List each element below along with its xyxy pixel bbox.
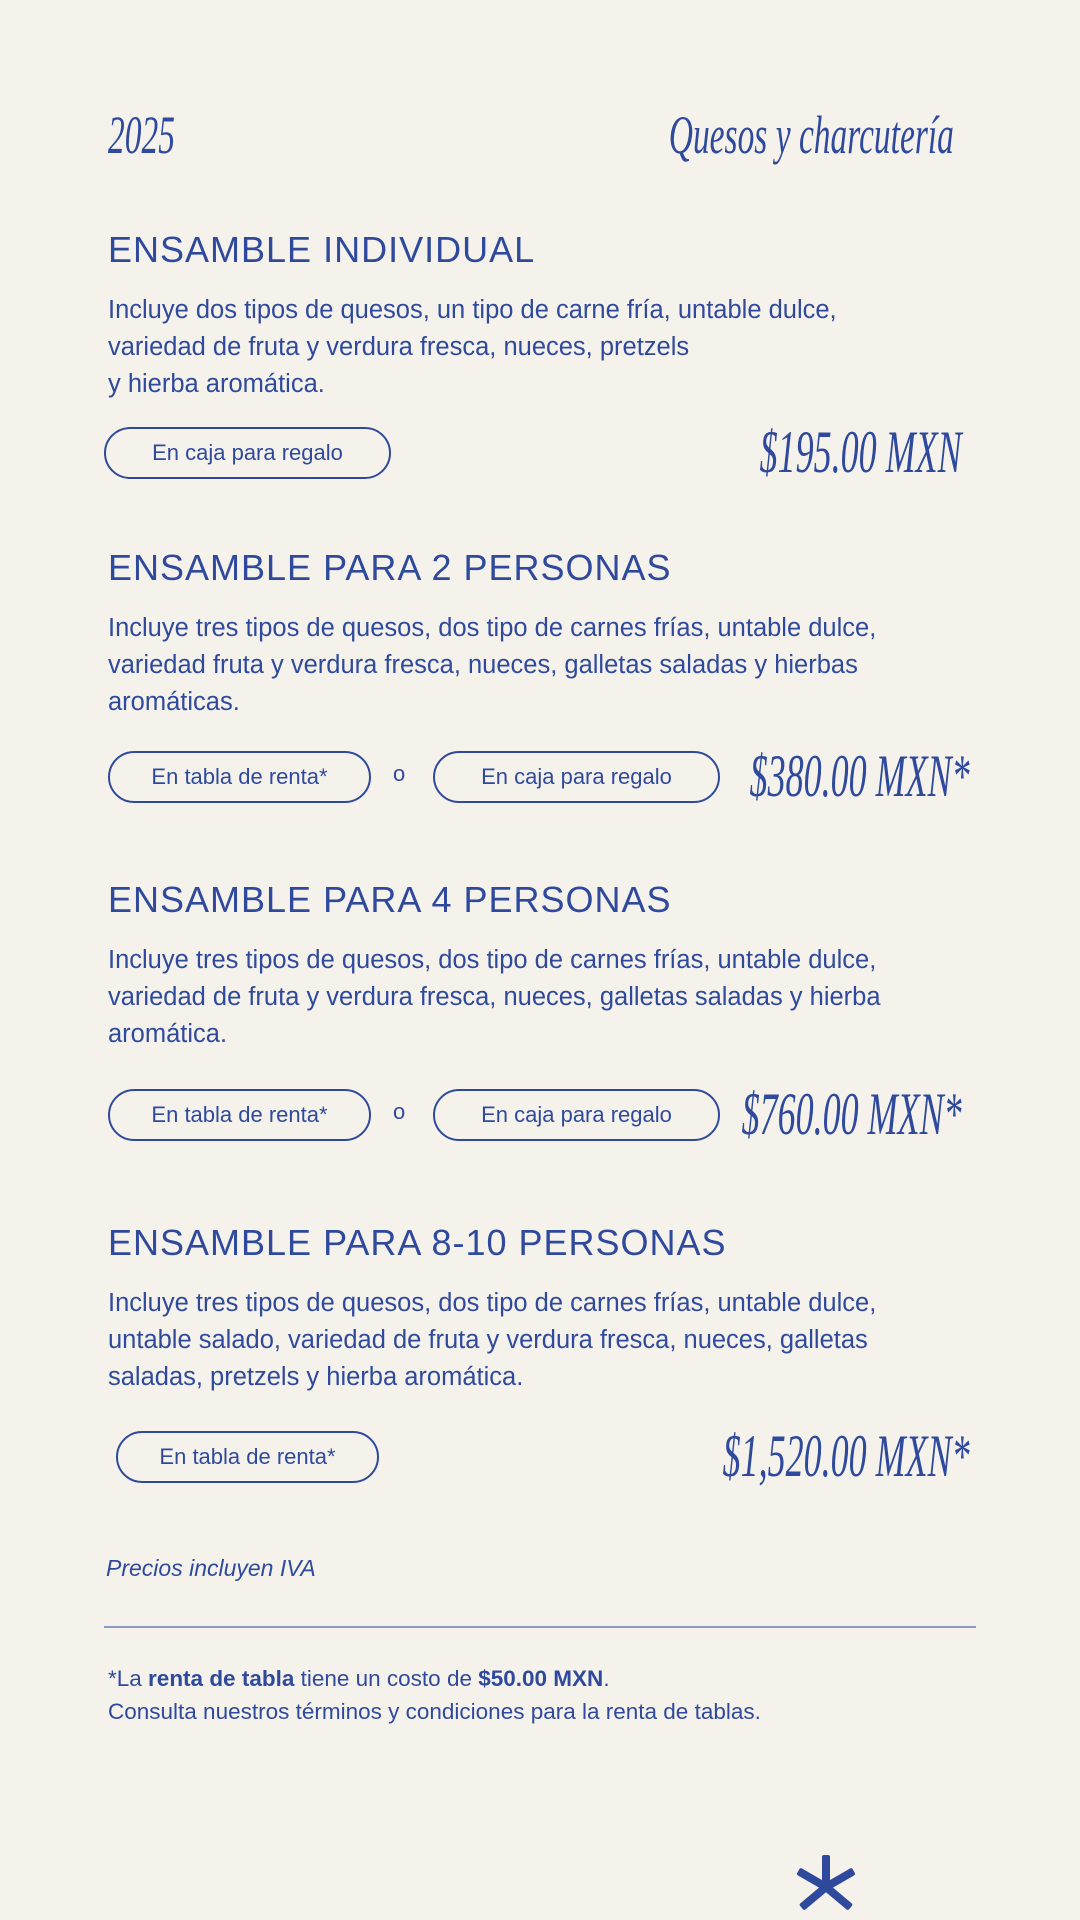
gift-box-button[interactable]: En caja para regalo [433,751,720,803]
price-2-personas [603,742,970,811]
gift-box-button[interactable]: En caja para regalo [433,1089,720,1141]
iva-note: Precios incluyen IVA [106,1555,316,1581]
option-separator: o [393,1099,406,1124]
category-title [494,104,954,166]
price-8-10-personas [558,1422,970,1491]
gift-box-button[interactable]: En caja para regalo [104,427,391,479]
section-description: Incluye dos tipos de quesos, un tipo de carne fría, untable dulce, variedad de fruta y verdura fresca, nueces, pretzels y hierba aromática. [108,296,837,398]
rental-price: $50.00 MXN [478,1666,604,1691]
section-description: Incluye tres tipos de quesos, dos tipo de carnes frías, untable dulce, variedad de fruta y verdura fresca, nueces, galletas saladas y hierba aromática. [108,946,881,1048]
price-text: $1,520.00 MXN* [723,1423,970,1489]
price-text: $195.00 MXN [760,419,962,485]
section-individual [108,228,988,403]
category-title-text: Quesos y charcutería [668,105,954,165]
rental-cost-line [108,1662,761,1695]
divider [104,1626,976,1628]
option-separator: o [393,761,406,786]
section-title: ENSAMBLE PARA 8-10 PERSONAS [108,1222,727,1263]
rental-board-button[interactable]: En tabla de renta* [108,1089,371,1141]
section-description: Incluye tres tipos de quesos, dos tipo de carnes frías, untable dulce, variedad fruta y verdura fresca, nueces, galletas saladas y hierbas aromáticas. [108,614,877,716]
section-title: ENSAMBLE PARA 2 PERSONAS [108,547,672,588]
terms-line: Consulta nuestros términos y condiciones para la renta de tablas. [108,1699,761,1724]
rental-board-button[interactable]: En tabla de renta* [116,1431,379,1483]
price-text: $380.00 MXN* [750,743,970,809]
rental-mid: tiene un costo de [294,1666,479,1691]
section-8-10-personas [108,1221,988,1396]
section-2-personas [108,546,988,721]
rental-prefix: *La [108,1666,149,1691]
section-4-personas [108,878,988,1053]
section-title: ENSAMBLE INDIVIDUAL [108,229,536,270]
asterisk-icon [795,1855,857,1920]
rental-term: renta de tabla [148,1666,295,1691]
rental-suffix: . [603,1666,610,1691]
year-label: 2025 [108,105,175,165]
price-individual [625,418,962,487]
rental-board-button[interactable]: En tabla de renta* [108,751,371,803]
price-4-personas [595,1080,962,1149]
section-description: Incluye tres tipos de quesos, dos tipo de carnes frías, untable dulce, untable salado, variedad de fruta y verdura fresca, nueces, galletas saladas, pretzels y hierba aromática. [108,1289,877,1391]
price-text: $760.00 MXN* [742,1081,962,1147]
rental-note [108,1662,761,1728]
section-title: ENSAMBLE PARA 4 PERSONAS [108,879,672,920]
